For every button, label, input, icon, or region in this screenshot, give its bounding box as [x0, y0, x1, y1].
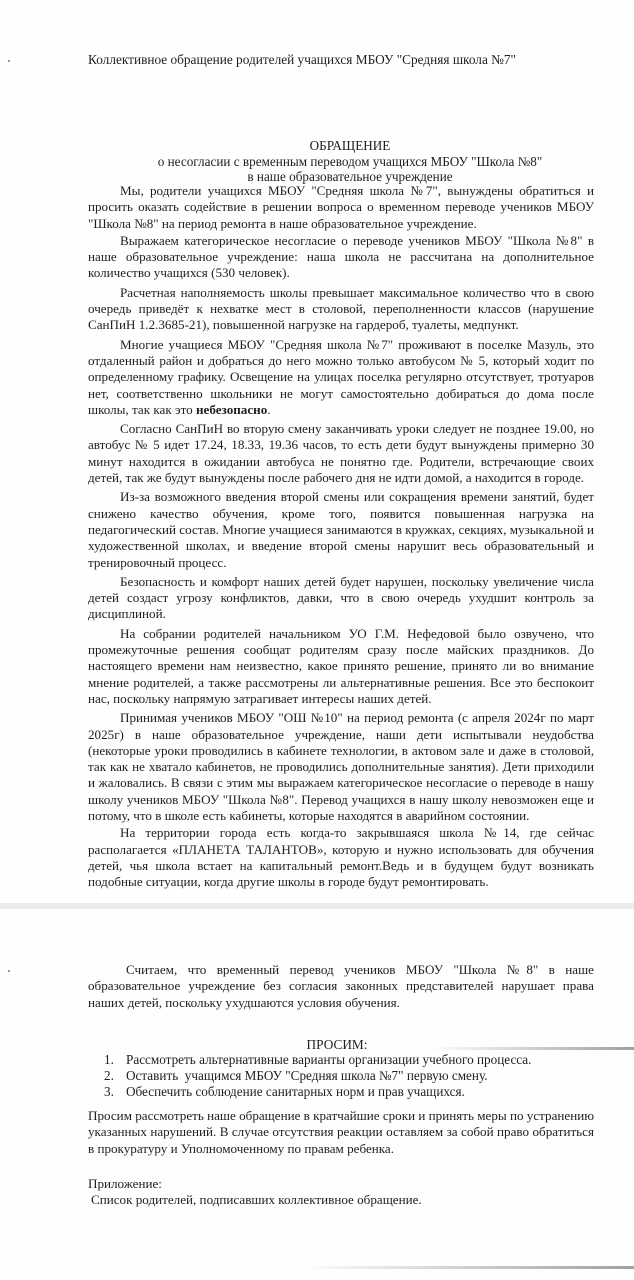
scan-speck: [8, 60, 10, 62]
requests-title: ПРОСИМ:: [306, 1037, 368, 1052]
scan-speck: [8, 970, 10, 972]
paragraph: Принимая учеников МБОУ "ОШ №10" на период ремонта (с апреля 2024г по март 2025г) в наше образовательное учреждение, наши дети испытывали неудобства (некоторые уроки проводились в кабинете технологии, в актовом зале и даже в столовой, так как не хватало кабинетов, не проводились дополнительные занятия). Дети приходили и жаловались. В связи с этим мы выражаем категорическое несогласие о переводе в нашу школу учеников МБОУ "Школа №8". Перевод учащихся в нашу школу невозможен еще и потому, что в школе есть кабинеты, которые находятся в аварийном состоянии.: [88, 710, 594, 823]
attachment-label: Приложение:: [88, 1176, 162, 1191]
emphasis-unsafe: небезопасно: [195, 401, 268, 417]
paragraph: Безопасность и комфорт наших детей будет нарушен, поскольку увеличение числа детей создаст угрозу конфликтов, давки, что в свою очередь ухудшит контроль за дисциплиной.: [88, 573, 594, 622]
paragraph: Согласно СанПиН во вторую смену заканчивать уроки следует не позднее 19.00, но автобус № 5 идет 17.24, 18.33, 19.36 часов, то есть дети будут вынуждены примерно 30 минут находится в ожидании автобуса не понятно где. Родители, встречающие своих детей, так же будут вынуждены после рабочего дня не идти домой, а находится в городе.: [88, 421, 594, 486]
paragraph: Из-за возможного введения второй смены или сокращения времени занятий, будет снижено качество обучения, кроме того, появится повышенная нагрузка на педагогический состав. Многие учащиеся занимаются в кружках, секциях, музыкальной и художественной школах, и введение второй смены нарушит весь образовательный и тренировочный процесс.: [88, 489, 594, 570]
request-number: 3.: [104, 1084, 114, 1099]
request-text: Обеспечить соблюдение санитарных норм и прав учащихся.: [126, 1084, 465, 1099]
paragraph-mazul: [88, 337, 594, 418]
conclusion-paragraph: Считаем, что временный перевод учеников МБОУ "Школа №8" в наше образовательное учреждение без согласия законных представителей нарушает права наших детей, поскольку ухудшаются условия обучения.: [88, 962, 594, 1010]
request-number: 2.: [104, 1068, 114, 1083]
document-title: ОБРАЩЕНИЕ: [309, 138, 391, 153]
document-subtitle-line1: о несогласии с временным переводом учащихся МБОУ "Школа №8": [157, 153, 543, 169]
attachment-text: Список родителей, подписавших коллективное обращение.: [91, 1192, 422, 1208]
document-header: Коллективное обращение родителей учащихся МБОУ "Средняя школа №7": [88, 52, 516, 67]
request-text: Рассмотреть альтернативные варианты организации учебного процесса.: [126, 1052, 532, 1067]
request-item: [104, 1084, 531, 1100]
document-subtitle-line2: в наше образовательное учреждение: [247, 169, 453, 184]
paragraph: Выражаем категорическое несогласие о переводе учеников МБОУ "Школа №8" в наше образовательное учреждение: наша школа не рассчитана на дополнительное количество учащихся (530 человек).: [88, 232, 594, 281]
paragraph-text: Многие учащиеся МБОУ "Средняя школа №7" проживают в поселке Мазуль, это отдаленный район и добраться до него можно только автобусом № 5, который ходит по определенному графику. Освещение на улицах поселка регулярно отсутствует, тротуаров нет, соответственно школьники не могут самостоятельно добираться до дома после школы, так как это: [88, 336, 594, 417]
body-text: [88, 183, 594, 890]
request-number: 1.: [104, 1052, 114, 1067]
requests-list: [104, 1052, 531, 1100]
title-block: [120, 138, 580, 185]
paragraph: Расчетная наполняемость школы превышает максимальное количество что в свою очередь приведёт к нехватке мест в столовой, переполненности классов (нарушение СанПиН 1.2.3685-21), повышенной нагрузке на гардероб, туалеты, медпункт.: [88, 284, 594, 333]
request-item: [104, 1068, 531, 1084]
paragraph: Мы, родители учащихся МБОУ "Средняя школа №7", вынуждены обратиться и просить оказать содействие в решении вопроса о временном переводе учеников МБОУ "Школа №8" на период ремонта в наше образовательное учреждение.: [88, 183, 594, 231]
closing-paragraph: Просим рассмотреть наше обращение в кратчайшие сроки и принять меры по устранению указанных нарушений. В случае отсутствия реакции оставляем за собой право обратиться в прокуратуру и Уполномоченному по правам ребенка.: [88, 1108, 594, 1156]
request-text: Оставить учащимся МБОУ "Средняя школа №7" первую смену.: [126, 1068, 488, 1083]
paragraph: На территории города есть когда-то закрывшаяся школа №14, где сейчас располагается «ПЛАНЕТА ТАЛАНТОВ», которую и нужно использовать для обучения детей, чья школа встает на капитальный ремонт.Ведь и в будущем будут возникать подобные ситуации, когда другие школы в городе будут ремонтировать.: [88, 825, 594, 890]
closing-block: [88, 1108, 594, 1157]
paragraph: На собрании родителей начальником УО Г.М. Нефедовой было озвучено, что промежуточные решения сообщат родителям сразу после майских праздников. До настоящего времени нам неизвестно, какое принято решение, принято ли во внимание мнение родителей, а также рассмотрены ли альтернативные решения. Все это беспокоит нас, поскольку напрямую затрагивает интересы наших детей.: [88, 625, 594, 706]
conclusion-block: [88, 962, 594, 1011]
scan-streak: [300, 1266, 634, 1269]
request-item: [104, 1052, 531, 1068]
attachment-block: [88, 1176, 594, 1209]
paragraph-text: .: [267, 401, 271, 417]
